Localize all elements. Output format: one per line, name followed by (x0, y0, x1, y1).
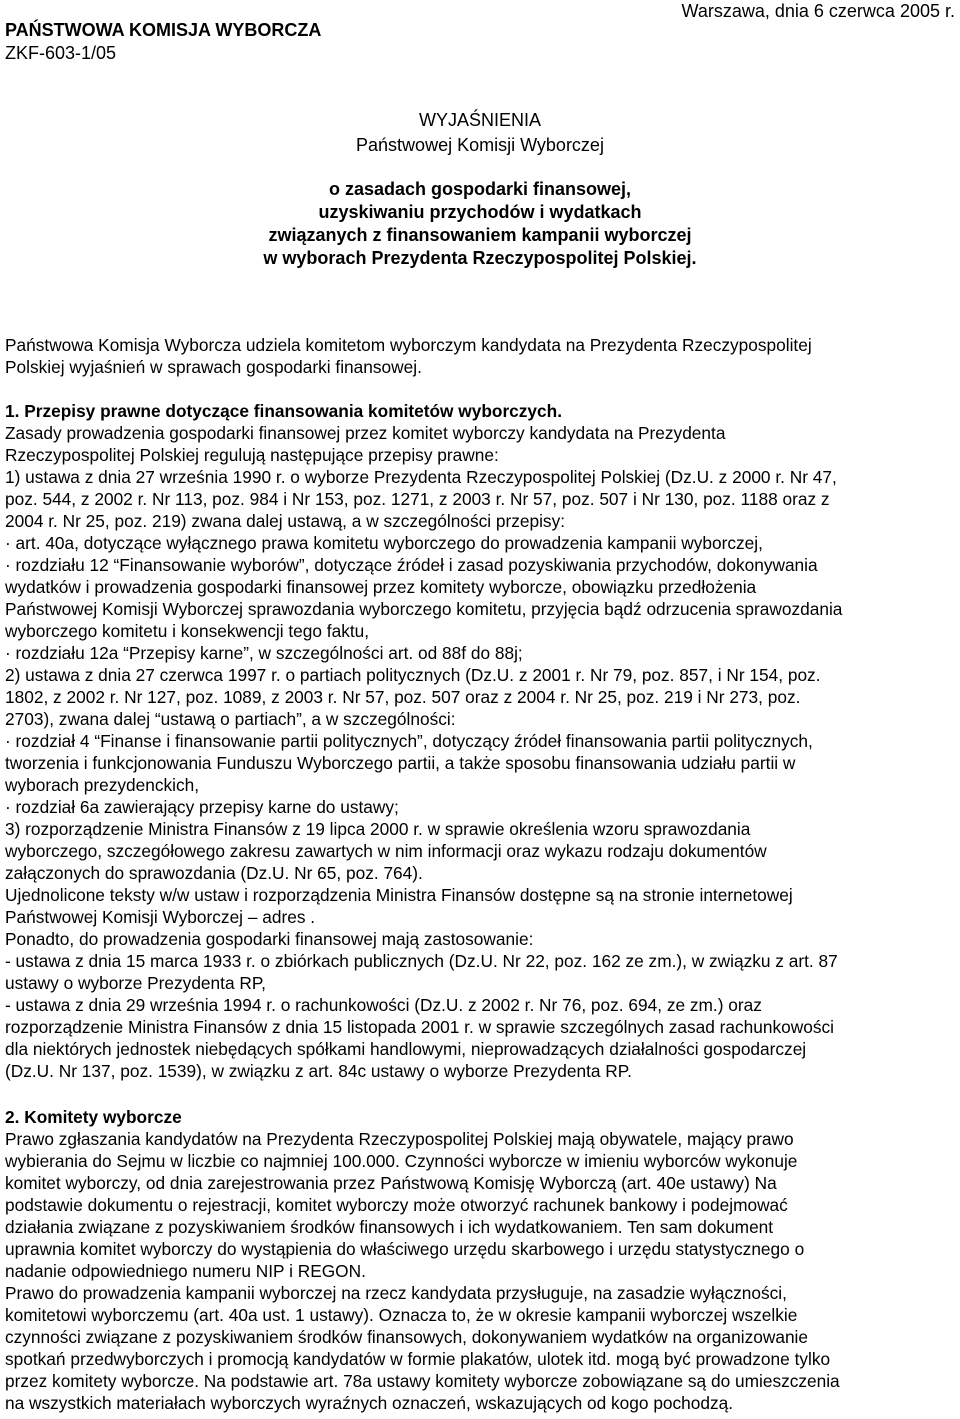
title-line: WYJAŚNIENIA (418, 110, 542, 130)
subtitle-line: uzyskiwaniu przychodów i wydatkach (318, 202, 642, 222)
intro-paragraph (5, 334, 957, 378)
text-line: wyborach prezydenckich, (5, 775, 200, 795)
subtitle-line: związanych z finansowaniem kampanii wyborczej (268, 225, 692, 245)
text-line: załączonych do sprawozdania (Dz.U. Nr 65, poz. 764). (5, 863, 423, 883)
section-heading: 1. Przepisy prawne dotyczące finansowania komitetów wyborczych. (5, 401, 563, 421)
text-line: · rozdziału 12 “Finansowanie wyborów”, dotyczące źródeł i zasad pozyskiwania przychodów, dokonywania (5, 555, 818, 575)
text-line: 2) ustawa z dnia 27 czerwca 1997 r. o partiach politycznych (Dz.U. z 2001 r. Nr 79, poz. 857, i Nr 154, poz. (5, 665, 821, 685)
section-1-body (5, 422, 957, 1082)
text-line: poz. 544, z 2002 r. Nr 113, poz. 984 i Nr 153, poz. 1271, z 2003 r. Nr 57, poz. 507 i Nr 130, poz. 1188 oraz z (5, 489, 830, 509)
place-and-date: Warszawa, dnia 6 czerwca 2005 r. (681, 1, 955, 21)
text-line: Państwowej Komisji Wyborczej – adres . (5, 907, 316, 927)
text-line: komitet wyborczy, od dnia zarejestrowania przez Państwową Komisję Wyborczą (art. 40e ustawy) Na (5, 1173, 777, 1193)
organization-name: PAŃSTWOWA KOMISJA WYBORCZA (5, 20, 322, 40)
text-line: Rzeczypospolitej Polskiej regulują następujące przepisy prawne: (5, 445, 499, 465)
text-line: Ponadto, do prowadzenia gospodarki finansowej mają zastosowanie: (5, 929, 534, 949)
text-line: Polskiej wyjaśnień w sprawach gospodarki finansowej. (5, 357, 422, 377)
text-line: Państwowa Komisja Wyborcza udziela komitetom wyborczym kandydata na Prezydenta Rzeczypospolitej (5, 335, 812, 355)
text-line: wyborczego komitetu i konsekwencji tego faktu, (5, 621, 370, 641)
text-line: Ujednolicone teksty w/w ustaw i rozporządzenia Ministra Finansów dostępne są na stronie internetowej (5, 885, 793, 905)
text-line: · rozdział 6a zawierający przepisy karne do ustawy; (5, 797, 399, 817)
text-line: wybierania do Sejmu w liczbie co najmniej 100.000. Czynności wyborcze w imieniu wyborców wykonuje (5, 1151, 798, 1171)
text-line: 1) ustawa z dnia 27 września 1990 r. o wyborze Prezydenta Rzeczypospolitej Polskiej (Dz.U. z 2000 r. Nr 47, (5, 467, 837, 487)
text-line: działania związane z pozyskiwaniem środków finansowych i ich wydatkowaniem. Ten sam dokument (5, 1217, 774, 1237)
text-line: wydatków i prowadzenia gospodarki finansowej przez komitety wyborcze, obowiązku przedłożenia (5, 577, 757, 597)
reference-number: ZKF-603-1/05 (5, 43, 117, 63)
text-line: na wszystkich materiałach wyborczych wyraźnych oznaczeń, wskazujących od kogo pochodzą. (5, 1393, 734, 1413)
text-line: Państwowej Komisji Wyborczej sprawozdania wyborczego komitetu, przyjęcia bądź odrzucenia sprawozdania (5, 599, 843, 619)
text-line: - ustawa z dnia 15 marca 1933 r. o zbiórkach publicznych (Dz.U. Nr 22, poz. 162 ze zm.), w związku z art. 87 (5, 951, 838, 971)
subtitle-line: o zasadach gospodarki finansowej, (328, 179, 632, 199)
text-line: Prawo zgłaszania kandydatów na Prezydenta Rzeczypospolitej Polskiej mają obywatele, mający prawo (5, 1129, 794, 1149)
text-line: 2004 r. Nr 25, poz. 219) zwana dalej ustawą, a w szczególności przepisy: (5, 511, 566, 531)
text-line: nadanie odpowiedniego numeru NIP i REGON. (5, 1261, 366, 1281)
section-2 (5, 1106, 957, 1414)
text-line: czynności związane z pozyskiwaniem środków finansowych, dokonywaniem wydatków na organizowanie (5, 1327, 809, 1347)
text-line: 2703), zwana dalej “ustawą o partiach”, a w szczególności: (5, 709, 456, 729)
text-line: rozporządzenie Ministra Finansów z dnia 15 listopada 2001 r. w sprawie szczególnych zasad rachunkowości (5, 1017, 834, 1037)
subtitle-line: w wyborach Prezydenta Rzeczypospolitej Polskiej. (263, 248, 697, 268)
section-1 (5, 400, 957, 1082)
text-line: · rozdziału 12a “Przepisy karne”, w szczególności art. od 88f do 88j; (5, 643, 523, 663)
text-line: przez komitety wyborcze. Na podstawie art. 78a ustawy komitety wyborcze zobowiązane są do umieszczenia (5, 1371, 840, 1391)
text-line: uprawnia komitet wyborczy do wystąpienia do właściwego urzędu skarbowego i urzędu statystycznego o (5, 1239, 805, 1259)
title-line: Państwowej Komisji Wyborczej (356, 135, 604, 155)
section-heading: 2. Komitety wyborcze (5, 1107, 182, 1127)
text-line: · rozdział 4 “Finanse i finansowanie partii politycznych”, dotyczący źródeł finansowania partii politycznych, (5, 731, 813, 751)
text-line: komitetowi wyborczemu (art. 40a ust. 1 ustawy). Oznacza to, że w okresie kampanii wyborczej wszelkie (5, 1305, 798, 1325)
document-subtitle (0, 178, 960, 270)
text-line: ustawy o wyborze Prezydenta RP, (5, 973, 266, 993)
document-header (5, 19, 321, 65)
text-line: tworzenia i funkcjonowania Funduszu Wyborczego partii, a także sposobu finansowania udziału partii w (5, 753, 796, 773)
text-line: Prawo do prowadzenia kampanii wyborczej na rzecz kandydata przysługuje, na zasadzie wyłączności, (5, 1283, 787, 1303)
text-line: spotkań przedwyborczych i promocją kandydatów w formie plakatów, ulotek itd. mogą być prowadzone tylko (5, 1349, 831, 1369)
text-line: · art. 40a, dotyczące wyłącznego prawa komitetu wyborczego do prowadzenia kampanii wyborczej, (5, 533, 763, 553)
text-line: 1802, z 2002 r. Nr 127, poz. 1089, z 2003 r. Nr 57, poz. 507 oraz z 2004 r. Nr 25, poz. 219 i Nr 273, poz. (5, 687, 801, 707)
text-line: Zasady prowadzenia gospodarki finansowej przez komitet wyborczy kandydata na Prezydenta (5, 423, 726, 443)
text-line: (Dz.U. Nr 137, poz. 1539), w związku z art. 84c ustawy o wyborze Prezydenta RP. (5, 1061, 632, 1081)
text-line: wyborczego, szczegółowego zakresu zawartych w nim informacji oraz wykazu rodzaju dokumentów (5, 841, 767, 861)
text-line: podstawie dokumentu o rejestracji, komitet wyborczy może otworzyć rachunek bankowy i podejmować (5, 1195, 788, 1215)
text-line: dla niektórych jednostek niebędących spółkami handlowymi, nieprowadzących działalności gospodarczej (5, 1039, 807, 1059)
section-2-body (5, 1128, 957, 1414)
text-line: - ustawa z dnia 29 września 1994 r. o rachunkowości (Dz.U. z 2002 r. Nr 76, poz. 694, ze zm.) oraz (5, 995, 762, 1015)
document-title (0, 108, 960, 158)
text-line: 3) rozporządzenie Ministra Finansów z 19 lipca 2000 r. w sprawie określenia wzoru sprawozdania (5, 819, 751, 839)
